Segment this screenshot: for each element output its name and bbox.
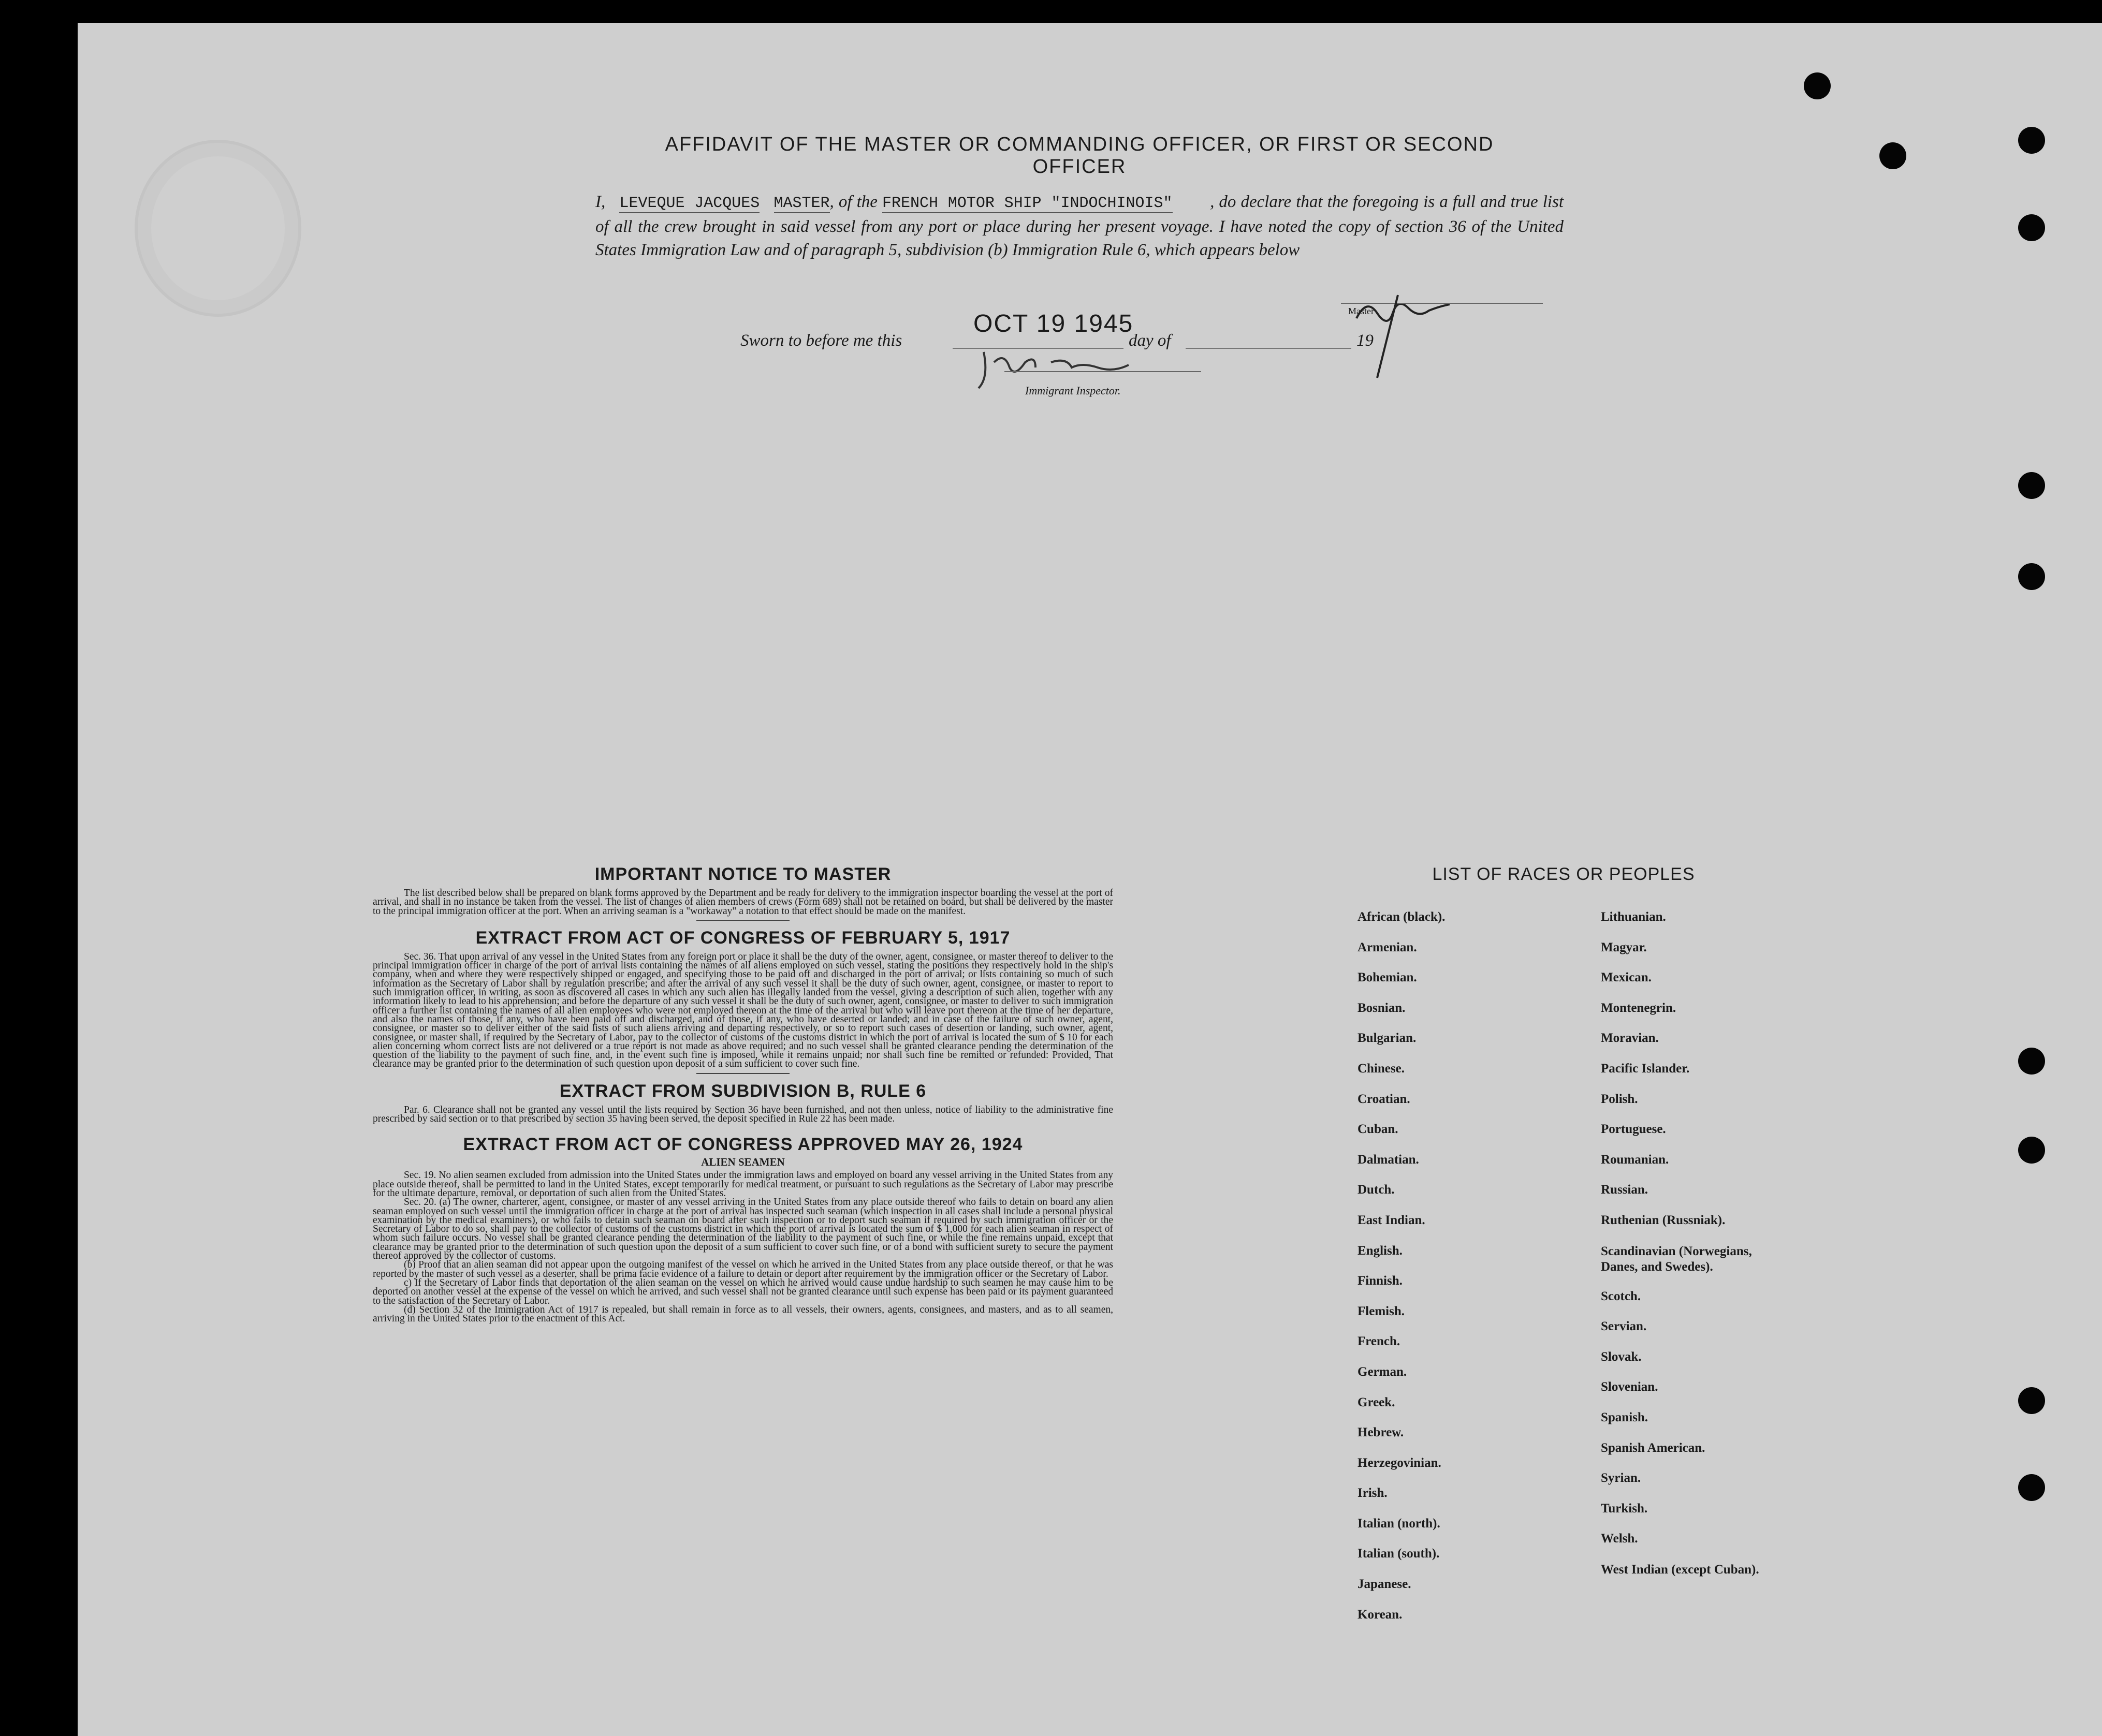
race-item: Montenegrin. xyxy=(1601,1001,1676,1015)
race-item: German. xyxy=(1357,1364,1407,1379)
race-item: Armenian. xyxy=(1357,940,1417,954)
race-item: Welsh. xyxy=(1601,1532,1638,1546)
race-item: Magyar. xyxy=(1601,940,1647,954)
notice-text: The list described below shall be prepared on blank forms approved by the Department and be ready for delivery to the immigration inspector boarding the vessel at the port of arrival, and shall in no instance be taken from the vessel. The list of changes of alien members of crews (Form 689) shall not be retained on board, but shall be delivered by the master to the principal immigration officer at the port. When an arriving seaman is a "workaway" a notation to that effect should be made on the manifest. xyxy=(373,888,1113,917)
race-item: Irish. xyxy=(1357,1486,1388,1500)
master-signature xyxy=(1279,287,1569,355)
race-item: Russian. xyxy=(1601,1183,1648,1197)
race-item: Chinese. xyxy=(1357,1061,1405,1076)
punch-hole xyxy=(2018,1474,2045,1501)
races-column-1 xyxy=(1357,910,1445,1638)
race-item: Korean. xyxy=(1357,1607,1403,1622)
race-item: English. xyxy=(1357,1243,1403,1258)
race-item: Finnish. xyxy=(1357,1274,1403,1288)
master-name-field: LEVEQUE JACQUES xyxy=(619,195,760,212)
sec-20b-text: (b) Proof that an alien seaman did not appear upon the outgoing manifest of the vessel on which he arrived in the United States from any place outside thereof, or that he was reported by the master of such vessel as a deserter, shall be prima facie evidence of a failure to detain or deport after requirement by the immigration officer or the Secretary of Labor. xyxy=(373,1259,1113,1279)
race-item: Bohemian. xyxy=(1357,970,1417,985)
alien-seamen-subtitle: ALIEN SEAMEN xyxy=(701,1156,785,1169)
notice-title: IMPORTANT NOTICE TO MASTER xyxy=(594,864,892,884)
divider xyxy=(696,1073,790,1074)
extract-1924-title: EXTRACT FROM ACT OF CONGRESS APPROVED MAY 26, 1924 xyxy=(463,1135,1023,1155)
race-item: Hebrew. xyxy=(1357,1425,1404,1440)
race-item: Flemish. xyxy=(1357,1304,1405,1318)
race-item: Portuguese. xyxy=(1601,1122,1666,1137)
punch-hole xyxy=(2018,127,2045,154)
races-title: LIST OF RACES OR PEOPLES xyxy=(1432,864,1695,884)
declaration-body: that the foregoing is a full and true list of all the crew brought in said vessel from any port or place during her present voyage. I have noted the copy of section 36 of the United States Immigration Law and of paragraph 5, subdivision (b) Immigration Rule 6, which appears below xyxy=(595,193,1564,259)
race-item: East Indian. xyxy=(1357,1213,1425,1227)
race-item: Ruthenian (Russniak). xyxy=(1601,1213,1726,1227)
punch-hole xyxy=(1879,142,1906,169)
race-item: Bosnian. xyxy=(1357,1001,1406,1015)
race-item: Scotch. xyxy=(1601,1289,1641,1303)
inspector-label: Immigrant Inspector. xyxy=(1025,384,1121,397)
race-item: West Indian (except Cuban). xyxy=(1601,1562,1759,1577)
sec-20d-text: (d) Section 32 of the Immigration Act of 1917 is repealed, but shall remain in force as to all vessels, their owners, agents, consignees, and masters, and as to all seamen, arriving in the United States prior to the enactment of this Act. xyxy=(373,1304,1113,1325)
race-item: Pacific Islander. xyxy=(1601,1061,1690,1076)
race-item: Cuban. xyxy=(1357,1122,1398,1137)
declaration-do-declare: , do declare xyxy=(1210,193,1292,211)
race-item: Spanish American. xyxy=(1601,1440,1705,1455)
race-item: Croatian. xyxy=(1357,1092,1410,1106)
rank-field: MASTER xyxy=(773,195,830,212)
declaration-i: I, xyxy=(595,193,606,211)
subdivision-text: Par. 6. Clearance shall not be granted any vessel until the lists required by Section 36 have been furnished, and not then unless, notice of liability to the administrative fine prescribed by said section or to that prescribed by section 35 having been served, the deposit specified in Rule 22 has been made. xyxy=(373,1104,1113,1125)
race-item: Dalmatian. xyxy=(1357,1152,1419,1167)
day-of-label: day of xyxy=(1129,331,1171,350)
sec-20a-text: Sec. 20. (a) The owner, charterer, agent, consignee, or master of any vessel arriving in the United States from any place outside thereof who fails to detain on board any alien seaman employed on such vessel until the immigration officer in charge at the port of arrival has inspected such seaman (which inspection in all cases shall include a personal physical examination by the medical examiners), or who fails to detain such seaman on board after such inspection or to deport such seaman if required by such immigration officer or the Secretary of Labor to do so, shall pay to the collector of customs of the customs district in which the port of arrival is located the sum of $ 1,000 for each alien seaman in respect of whom such failure occurs. No vessel shall be granted clearance pending the determination of the liability to the payment of such fine, or while the fine remains unpaid, except that clearance may be granted prior to the determination of such question upon the deposit of a sum sufficient to cover such fine, or of a bond with sufficient surety to secure the payment thereof approved by the collector of customs. xyxy=(373,1197,1113,1262)
punch-hole xyxy=(2018,214,2045,241)
race-item: Slovak. xyxy=(1601,1349,1642,1364)
race-item: Italian (north). xyxy=(1357,1516,1440,1531)
signature-caption: Master xyxy=(1348,306,1374,316)
punch-hole xyxy=(2018,1137,2045,1164)
notice-column xyxy=(373,864,1113,1323)
extract-1917-title: EXTRACT FROM ACT OF CONGRESS OF FEBRUARY 5, 1917 xyxy=(475,928,1011,948)
master-signature-block xyxy=(1279,287,1569,355)
race-item: Servian. xyxy=(1601,1319,1647,1334)
affidavit-declaration xyxy=(595,190,1564,262)
vessel-field: FRENCH MOTOR SHIP "INDOCHINOIS" xyxy=(882,195,1173,212)
punch-hole xyxy=(1804,72,1831,99)
race-item: Greek. xyxy=(1357,1395,1395,1409)
race-item: African (black). xyxy=(1357,910,1446,924)
race-item: Roumanian. xyxy=(1601,1152,1669,1167)
year-label: 19 xyxy=(1356,331,1374,350)
race-item: Slovenian. xyxy=(1601,1380,1658,1394)
sec-20c-text: c) If the Secretary of Labor finds that deportation of the alien seaman on the vessel on which he arrived would cause undue hardship to such seamen he may cause him to be deported on another vessel at the expense of the vessel on which he arrived, and such vessel shall not be granted clearance until such expense has been paid or its payment guaranteed to the satisfaction of the Secretary of Labor. xyxy=(373,1277,1113,1306)
race-item: Spanish. xyxy=(1601,1410,1648,1424)
sworn-label: Sworn to before me this xyxy=(740,331,902,350)
divider xyxy=(696,920,790,921)
race-item: Lithuanian. xyxy=(1601,910,1666,924)
embossed-seal xyxy=(135,140,301,317)
race-item: Italian (south). xyxy=(1357,1547,1440,1561)
punch-hole xyxy=(2018,472,2045,499)
race-item: Polish. xyxy=(1601,1092,1638,1106)
race-item: Scandinavian (Norwegians, Danes, and Swedes). xyxy=(1601,1244,1752,1274)
punch-hole xyxy=(2018,1048,2045,1075)
race-item: Japanese. xyxy=(1357,1577,1411,1592)
date-stamp: OCT 19 1945 xyxy=(973,310,1134,337)
race-item: Syrian. xyxy=(1601,1471,1641,1485)
race-item: Moravian. xyxy=(1601,1031,1659,1046)
race-item: French. xyxy=(1357,1334,1400,1349)
sec-19-text: Sec. 19. No alien seamen excluded from admission into the United States under the immigration laws and employed on board any vessel arriving in the United States from any place outside thereof, shall be permitted to land in the United States, except temporarily for medical treatment, or pursuant to such regulations as the Secretary of Labor may prescribe for the ultimate departure, removal, or deportation of such alien from the United States. xyxy=(373,1170,1113,1199)
month-line xyxy=(1186,348,1351,349)
declaration-of-the: , of the xyxy=(829,193,878,211)
races-column-2 xyxy=(1601,910,1787,1598)
race-item: Turkish. xyxy=(1601,1501,1648,1516)
race-item: Bulgarian. xyxy=(1357,1031,1417,1046)
punch-hole xyxy=(2018,1387,2045,1414)
race-item: Herzegovinian. xyxy=(1357,1455,1441,1470)
race-item: Dutch. xyxy=(1357,1183,1395,1197)
extract-1917-text: Sec. 36. That upon arrival of any vessel in the United States from any foreign port or place it shall be the duty of the owner, agent, consignee, or master thereof to deliver to the principal immigration officer in charge of the port of arrival lists containing the names of all aliens employed on such vessel, stating the positions they respectively hold in the ship's company, when and where they were respectively shipped or engaged, and specifying those to be paid off and discharged in the port of arrival; or lists containing so much of such information as the Secretary of Labor shall by regulation prescribe; and after the arrival of any such vessel it shall be the duty of such owner, agent, consignee, or master to report to such immigration officer, in writing, as soon as discovered all cases in which any such alien has illegally landed from the vessel, giving a description of such alien, together with any information likely to lead to his apprehension; and before the departure of any such vessel it shall be the duty of such owner, agent, consignee, or master to deliver to such immigration officer a further list containing the names of all alien employees who were not employed thereon at the time of the arrival but who will leave port thereon at the time of her departure, and also the names of those, if any, who have been paid off and discharged, and of those, if any, who have deserted or landed; and in case of the failure of such owner, agent, consignee, or master so to deliver either of the said lists of such aliens arriving and departing respectively, or so to report such cases of desertion or landing, such owner, agent, consignee, or master shall, if required by the Secretary of Labor, pay to the collector of customs of the customs district in which the port of arrival is located the sum of $ 10 for each alien concerning whom correct lists are not delivered or a true report is not made as above required; and no such vessel shall be granted clearance pending the determination of the question of the liability to the payment of such fine, and, in the event such fine is imposed, while it remains unpaid; nor shall such fine be remitted or refunded: Provided, That clearance may be granted prior to the determination of such question upon deposit of a sum sufficient to cover such fine. xyxy=(373,951,1113,1070)
subdivision-title: EXTRACT FROM SUBDIVISION B, RULE 6 xyxy=(559,1081,927,1101)
affidavit-title: AFFIDAVIT OF THE MASTER OR COMMANDING OFFICER, OR FIRST OR SECOND OFFICER xyxy=(665,134,1494,178)
punch-hole xyxy=(2018,563,2045,590)
race-item: Mexican. xyxy=(1601,970,1652,985)
